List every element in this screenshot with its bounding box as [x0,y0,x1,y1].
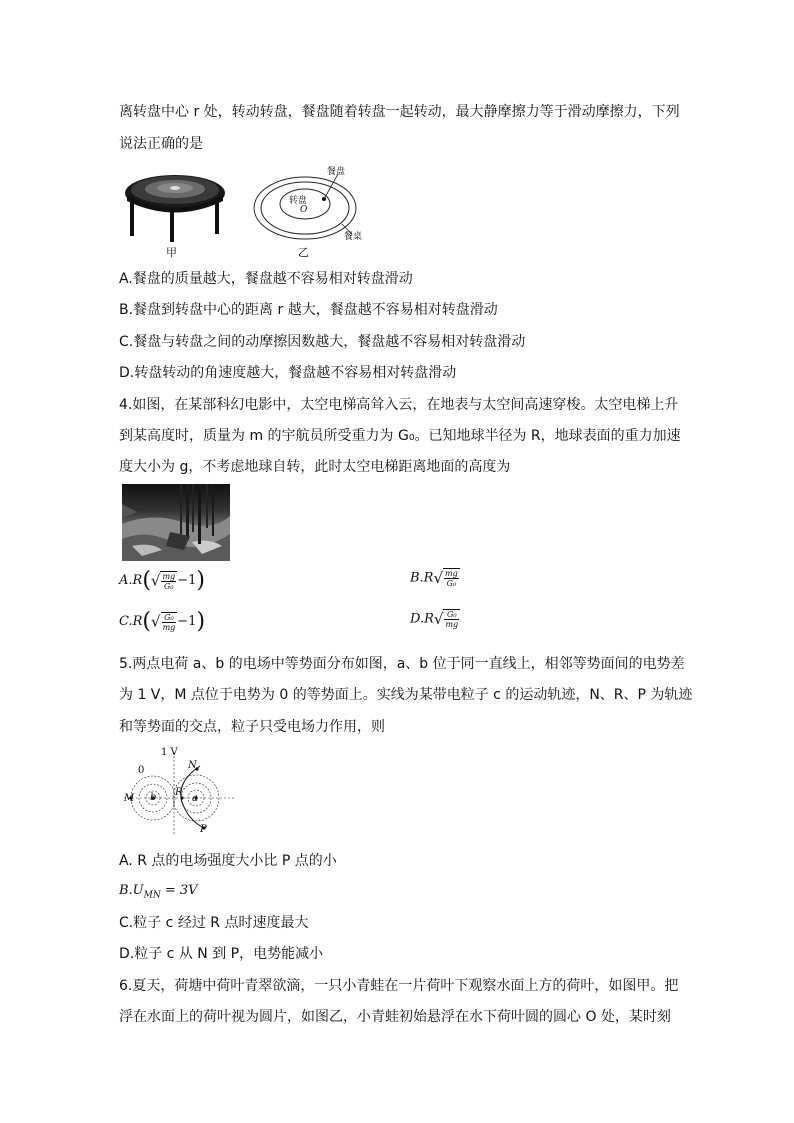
label-m: M [124,793,135,804]
q3-option-d: D.转盘转动的角速度越大，餐盘越不容易相对转盘滑动 [119,365,457,381]
q5-option-b: $B.U_{MN} = 3V$ [119,883,198,901]
q5-option-c: C.粒子 c 经过 R 点时速度最大 [119,915,309,931]
q6-line-1: 6.夏天，荷塘中荷叶青翠欲滴，一只小青蛙在一片荷叶下观察水面上方的荷叶，如图甲。把 [119,978,679,994]
q6-line-2: 浮在水面上的荷叶视为圆片，如图乙，小青蛙初始悬浮在水下荷叶圆的圆心 O 处，某时刻 [119,1009,671,1025]
q4-line-2: 到某高度时，质量为 m 的宇航员所受重力为 G₀。已知地球半径为 R，地球表面的重力加速 [119,428,681,444]
label-1v: 1 V [161,747,178,758]
q4-line-3: 度大小为 g，不考虑地球自转，此时太空电梯距离地面的高度为 [119,459,511,475]
label-a: a [192,793,198,804]
q4-option-c: C.R(√ $\frac{\text{G₀}}{mg}$ −1) [119,609,206,634]
label-n: N [188,760,197,771]
q3-option-a: A.餐盘的质量越大，餐盘越不容易相对转盘滑动 [119,271,413,287]
label-0: 0 [138,765,145,776]
label-canzhuo: 餐桌 [344,232,363,242]
q5-line-2: 为 1 V，M 点位于电势为 0 的等势面上。实线为某带电粒子 c 的运动轨迹，N、R、P 为轨迹 [119,687,693,703]
label-p: P [200,824,207,835]
label-r: R [175,787,183,798]
q5-option-a: A. R 点的电场强度大小比 P 点的小 [119,853,337,869]
q3-option-b: B.餐盘到转盘中心的距离 r 越大，餐盘越不容易相对转盘滑动 [119,302,498,318]
intro-line-1: 离转盘中心 r 处，转动转盘，餐盘随着转盘一起转动，最大静摩擦力等于滑动摩擦力，下列 [119,104,680,120]
intro-line-2: 说法正确的是 [119,136,203,152]
label-o: O [300,205,308,215]
q5-line-3: 和等势面的交点，粒子只受电场力作用，则 [119,719,385,735]
q4-option-b: B.R√ $\frac{mg}{\text{G₀}}$ [410,569,458,588]
label-b: b [150,792,157,803]
space-elevator-photo [122,484,230,561]
q4-option-d: D.R√ $\frac{\text{G₀}}{mg}$ [410,610,459,629]
turntable-photo [122,168,228,252]
q4-option-a: A.R(√ $\frac{mg}{\text{G₀}}$ −1) [119,568,205,593]
label-zhuanpan: 转盘 [289,196,308,206]
label-canpan: 餐盘 [327,167,346,177]
q3-option-c: C.餐盘与转盘之间的动摩擦因数越大，餐盘越不容易相对转盘滑动 [119,334,526,350]
figure-jia-label: 甲 [166,246,177,259]
q5-line-1: 5.两点电荷 a、b 的电场中等势面分布如图，a、b 位于同一直线上，相邻等势面间的电势差 [119,656,685,672]
figure-yi-label: 乙 [298,246,309,259]
q4-line-1: 4.如图，在某部科幻电影中，太空电梯高耸入云，在地表与太空间高速穿梭。太空电梯上升 [119,397,679,413]
q5-option-d: D.粒子 c 从 N 到 P，电势能减小 [119,946,324,962]
